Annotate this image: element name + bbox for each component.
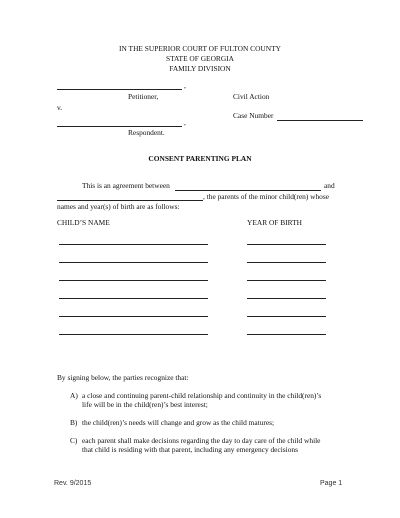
child-name-field[interactable] [59, 298, 208, 299]
child-name-field[interactable] [59, 244, 208, 245]
civil-action-label: Civil Action [233, 92, 270, 101]
item-text: life will be in the child(ren)’s best interest; [82, 400, 208, 409]
respondent-comma: , [184, 118, 186, 127]
year-of-birth-field[interactable] [247, 262, 326, 263]
item-text: that child is residing with that parent, including any emergency decisions [82, 445, 298, 454]
intro-lead: This is an agreement between [82, 181, 170, 190]
child-name-header: CHILD’S NAME [57, 218, 110, 227]
state-name: STATE OF GEORGIA [166, 54, 234, 63]
year-of-birth-field[interactable] [247, 298, 326, 299]
year-of-birth-field[interactable] [247, 316, 326, 317]
year-of-birth-field[interactable] [247, 280, 326, 281]
child-name-field[interactable] [59, 262, 208, 263]
party-one-field[interactable] [175, 190, 321, 191]
versus-label: v. [57, 103, 63, 112]
petitioner-label: Petitioner, [128, 92, 159, 101]
division-name: FAMILY DIVISION [169, 64, 231, 73]
year-of-birth-header: YEAR OF BIRTH [247, 218, 302, 227]
court-name: IN THE SUPERIOR COURT OF FULTON COUNTY [119, 44, 281, 53]
child-name-field[interactable] [59, 280, 208, 281]
revision-label: Rev. 9/2015 [54, 480, 92, 487]
respondent-label: Respondent. [128, 128, 165, 137]
item-text: the child(ren)’s needs will change and grow as the child matures; [82, 418, 275, 427]
recognize-lead: By signing below, the parties recognize that: [57, 373, 189, 382]
year-of-birth-field[interactable] [247, 244, 326, 245]
document-title: CONSENT PARENTING PLAN [148, 154, 252, 163]
respondent-name-field[interactable] [57, 126, 182, 127]
item-letter: C) [70, 436, 78, 445]
item-letter: B) [70, 418, 78, 427]
intro-line2: names and year(s) of birth are as follows: [57, 202, 180, 211]
petitioner-comma: , [184, 81, 186, 90]
item-letter: A) [70, 391, 78, 400]
case-number-label: Case Number [233, 111, 274, 120]
child-name-field[interactable] [59, 316, 208, 317]
case-number-field[interactable] [277, 120, 363, 121]
petitioner-name-field[interactable] [57, 89, 182, 90]
child-name-field[interactable] [59, 334, 208, 335]
party-two-field[interactable] [57, 200, 203, 201]
year-of-birth-field[interactable] [247, 334, 326, 335]
item-text: a close and continuing parent-child relationship and continuity in the child(ren)’s [82, 391, 322, 400]
intro-and: and [324, 181, 335, 190]
item-text: each parent shall make decisions regarding the day to day care of the child while [82, 436, 321, 445]
page-number: Page 1 [320, 480, 343, 487]
intro-parents: , the parents of the minor child(ren) whose [203, 192, 330, 201]
